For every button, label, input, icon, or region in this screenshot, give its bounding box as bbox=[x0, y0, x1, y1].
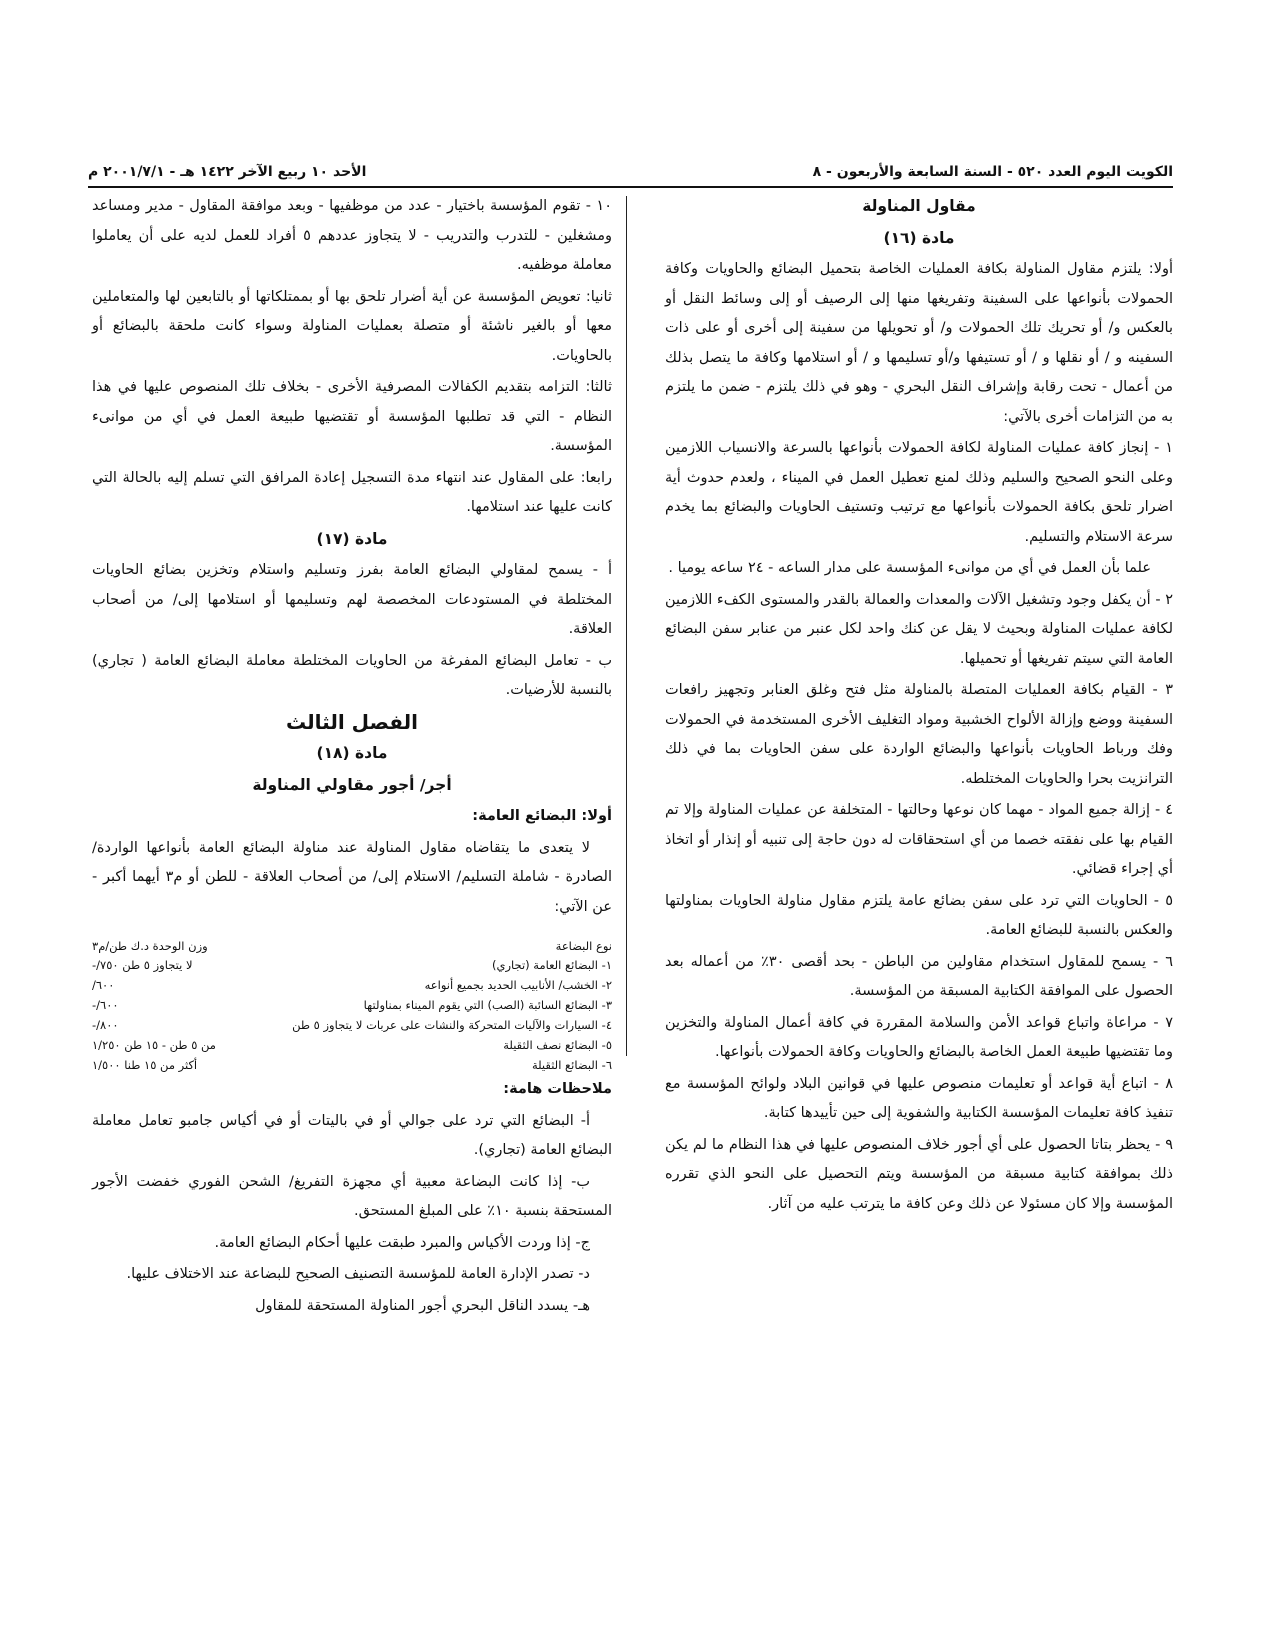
article-16-intro: أولا: يلتزم مقاول المناولة بكافة العمليات الخاصة بتحميل البضائع والحاويات وكافة الحمولات بأنواعها على السفينة وتفريغها منها إلى الرصيف أو إلى وسائط النقل أو بالعكس و/ أو تحريك تلك الحمولات و/ أو تحويلها من سفينة إلى أخرى أو على ذات السفينه و / أو نقلها و / أو تستيفها و/أو تسليمها و / أو استلامها وكافة ما يتصل بذلك من أعمال - تحت رقابة وإشراف النقل البحري - وهو في ذلك يلتزم - ضمن ما يلتزم به من التزامات أخرى بالآتي: bbox=[665, 261, 1173, 425]
article-17-b: ب - تعامل البضائع المفرغة من الحاويات المختلطة معاملة البضائع العامة ( تجاري) بالنسبة للأرضيات. bbox=[92, 652, 612, 698]
article-17-heading: مادة (١٧) bbox=[316, 529, 388, 548]
article-18-text: لا يتعدى ما يتقاضاه مقاول المناولة عند مناولة البضائع العامة بأنواعها الواردة/ الصادرة - شاملة التسليم/ الاستلام إلى/ من أصحاب العلاقة - للطن أو م٣ أيهما أكبر - عن الآتي: bbox=[92, 839, 612, 915]
rate-type: ٤- السيارات والآليات المتحركة والنشات على عربات لا يتجاوز ٥ طن bbox=[292, 1018, 612, 1032]
rates-table-header bbox=[92, 938, 612, 955]
left-column bbox=[92, 192, 612, 1323]
article-16-item-7: ٧ - مراعاة واتباع قواعد الأمن والسلامة المقررة في كافة أعمال المناولة والتخزين وما تقتضيها طبيعة العمل الخاصة بالبضائع والحاويات وكافة الحمولات بأنواعها. bbox=[665, 1014, 1173, 1060]
rate-type: ٥- البضائع نصف الثقيلة bbox=[503, 1038, 612, 1052]
table-row bbox=[92, 975, 612, 995]
article-16-item-5: ٥ - الحاويات التي ترد على سفن بضائع عامة يلتزم مقاول مناولة الحاويات بمناولتها والعكس بالنسبة للبضائع العامة. bbox=[665, 892, 1173, 938]
article-16-item-4: ٤ - إزالة جميع المواد - مهما كان نوعها وحالتها - المتخلفة عن عمليات المناولة وإلا تم القيام بها على نفقته خصما من أي استحقاقات له دون حاجة إلى تنبيه أو إنذار أو اتخاذ أي إجراء قضائي. bbox=[665, 802, 1173, 877]
general-goods-heading: أولا: البضائع العامة: bbox=[472, 808, 612, 824]
article-16-item-8: ٨ - اتباع أية قواعد أو تعليمات منصوص عليها في قوانين البلاد ولوائح المؤسسة مع تنفيذ كافة تعليمات المؤسسة الكتابية والشفوية إلى حين تأييدها كتابة. bbox=[665, 1075, 1173, 1121]
article-16-item-6: ٦ - يسمح للمقاول استخدام مقاولين من الباطن - بحد أقصى ٣٠٪ من أعماله بعد الحصول على الموافقة الكتابية المسبقة من المؤسسة. bbox=[665, 953, 1173, 999]
header-date: الأحد ١٠ ربيع الآخر ١٤٢٢ هـ - ٢٠٠١/٧/١ م bbox=[88, 164, 367, 180]
rates-header-type: نوع البضاعة bbox=[555, 939, 612, 953]
rate-value: أكثر من ١٥ طنا ١/٥٠٠ bbox=[92, 1058, 198, 1072]
article-16-item-1-note: علما بأن العمل في أي من موانىء المؤسسة على مدار الساعه - ٢٤ ساعه يوميا . bbox=[668, 560, 1151, 576]
article-16-fourth: رابعا: على المقاول عند انتهاء مدة التسجيل إعادة المرافق التي تسلم إليه بالحالة التي كانت عليها عند استلامها. bbox=[92, 469, 612, 515]
note-e: هـ- يسدد الناقل البحري أجور المناولة المستحقة للمقاول bbox=[255, 1297, 590, 1314]
header-issue-info: الكويت اليوم العدد ٥٢٠ - السنة السابعة والأربعون - ٨ bbox=[812, 164, 1173, 180]
rate-value: ٦٠٠/- bbox=[92, 998, 119, 1012]
rate-value: ٦٠٠/ bbox=[92, 978, 115, 992]
rate-type: ٢- الخشب/ الأنابيب الحديد بجميع أنواعه bbox=[424, 978, 612, 992]
article-16-item-9: ٩ - يحظر بتاتا الحصول على أي أجور خلاف المنصوص عليها في هذا النظام ما لم يكن ذلك بموافقة كتابية مسبقة من المؤسسة ويتم التحصيل على النحو الذي تقرره المؤسسة وإلا كان مسئولا عن ذلك وعن كافة ما يترتب عليه من آثار. bbox=[665, 1136, 1173, 1212]
table-row bbox=[92, 955, 612, 975]
article-18-title: أجر/ أجور مقاولي المناولة bbox=[252, 775, 452, 794]
header-rule bbox=[88, 186, 1173, 188]
article-16-item-3: ٣ - القيام بكافة العمليات المتصلة بالمناولة مثل فتح وغلق العنابر وتجهيز رافعات السفينة ووضع وإزالة الألواح الخشبية ومواد التغليف الأخرى المستخدمة في الحمولات وفك ورباط الحاويات بأنواعها والبضائع الواردة على سفن الحاويات بما في ذلك الترانزيت بحرا والحاويات المختلطه. bbox=[665, 682, 1173, 787]
note-b: ب- إذا كانت البضاعة معبية أي مجهزة التفريغ/ الشحن الفوري خفضت الأجور المستحقة بنسبة ١٠٪ على المبلغ المستحق. bbox=[92, 1173, 612, 1219]
rate-value: ٨٠٠/- bbox=[92, 1018, 119, 1032]
page-header bbox=[88, 161, 1173, 183]
column-divider bbox=[626, 196, 627, 1056]
article-16-heading: مادة (١٦) bbox=[883, 228, 955, 247]
note-a: أ- البضائع التي ترد على جوالي أو في باليتات أو في أكياس جامبو تعامل معاملة البضائع العامة (تجاري). bbox=[92, 1112, 612, 1158]
table-row bbox=[92, 1055, 612, 1075]
notes-heading: ملاحظات هامة: bbox=[503, 1081, 612, 1097]
table-row bbox=[92, 1015, 612, 1035]
article-16-second: ثانيا: تعويض المؤسسة عن أية أضرار تلحق بها أو بممتلكاتها أو بالتابعين لها والمتعاملين معها أو بالغير ناشئة أو متصلة بعمليات المناولة وسواء كانت ملحقة بالبضائع أو بالحاويات. bbox=[92, 288, 612, 364]
article-17-a: أ - يسمح لمقاولي البضائع العامة بفرز وتسليم واستلام وتخزين بضائع الحاويات المختلطة في المستودعات المخصصة لهم وتسليمها أو استلامها إلى/ من أصحاب العلاقة. bbox=[92, 562, 612, 637]
rate-value: من ٥ طن - ١٥ طن ١/٢٥٠ bbox=[92, 1038, 216, 1052]
article-16-item-2: ٢ - أن يكفل وجود وتشغيل الآلات والمعدات والعمالة بالقدر والمستوى الكفء اللازمين لكافة عمليات المناولة وبحيث لا يقل عن كنك واحد لكل عنبر من عنابر سفن البضائع العامة التي سيتم تفريغها أو تحميلها. bbox=[665, 591, 1173, 667]
section-title: مقاول المناولة bbox=[862, 197, 976, 215]
chapter-title: الفصل الثالث bbox=[285, 709, 418, 734]
rate-type: ٦- البضائع الثقيلة bbox=[531, 1058, 612, 1072]
note-c: ج- إذا وردت الأكياس والمبرد طبقت عليها أحكام البضائع العامة. bbox=[214, 1234, 590, 1251]
table-row bbox=[92, 1035, 612, 1055]
table-row bbox=[92, 995, 612, 1015]
article-16-item-1: ١ - إنجاز كافة عمليات المناولة لكافة الحمولات بأنواعها بالسرعة والانسياب اللازمين وعلى النحو الصحيح والسليم وذلك لمنع تعطيل العمل في الميناء ، ولعدم حدوث أية اضرار تلحق بكافة الحمولات بأنواعها مع ترتيب وتستيف الحاويات والبضائع بما يخدم سرعة الاستلام والتسليم. bbox=[665, 440, 1173, 545]
rate-value: لا يتجاوز ٥ طن ٧٥٠/- bbox=[92, 958, 193, 972]
article-16-third: ثالثا: التزامه بتقديم الكفالات المصرفية الأخرى - بخلاف تلك المنصوص عليها في هذا النظام - التي قد تطلبها المؤسسة أو تقتضيها طبيعة العمل في أي من موانىء المؤسسة. bbox=[92, 379, 612, 454]
rates-header-value: وزن الوحدة د.ك طن/م٣ bbox=[92, 939, 208, 953]
note-d: د- تصدر الإدارة العامة للمؤسسة التصنيف الصحيح للبضاعة عند الاختلاف عليها. bbox=[126, 1266, 590, 1282]
article-16-item-10: ١٠ - تقوم المؤسسة باختيار - عدد من موظفيها - وبعد موافقة المقاول - مدير ومساعد ومشغلين - للتدرب والتدريب - لا يتجاوز عددهم ٥ أفراد للعمل لديه على أن يعاملوا معاملة موظفيه. bbox=[92, 198, 612, 273]
right-column bbox=[665, 192, 1173, 1221]
rate-type: ٣- البضائع السائبة (الصب) التي يقوم الميناء بمناولتها bbox=[363, 998, 612, 1012]
rate-type: ١- البضائع العامة (تجاري) bbox=[491, 958, 612, 972]
article-18-heading: مادة (١٨) bbox=[316, 744, 388, 762]
